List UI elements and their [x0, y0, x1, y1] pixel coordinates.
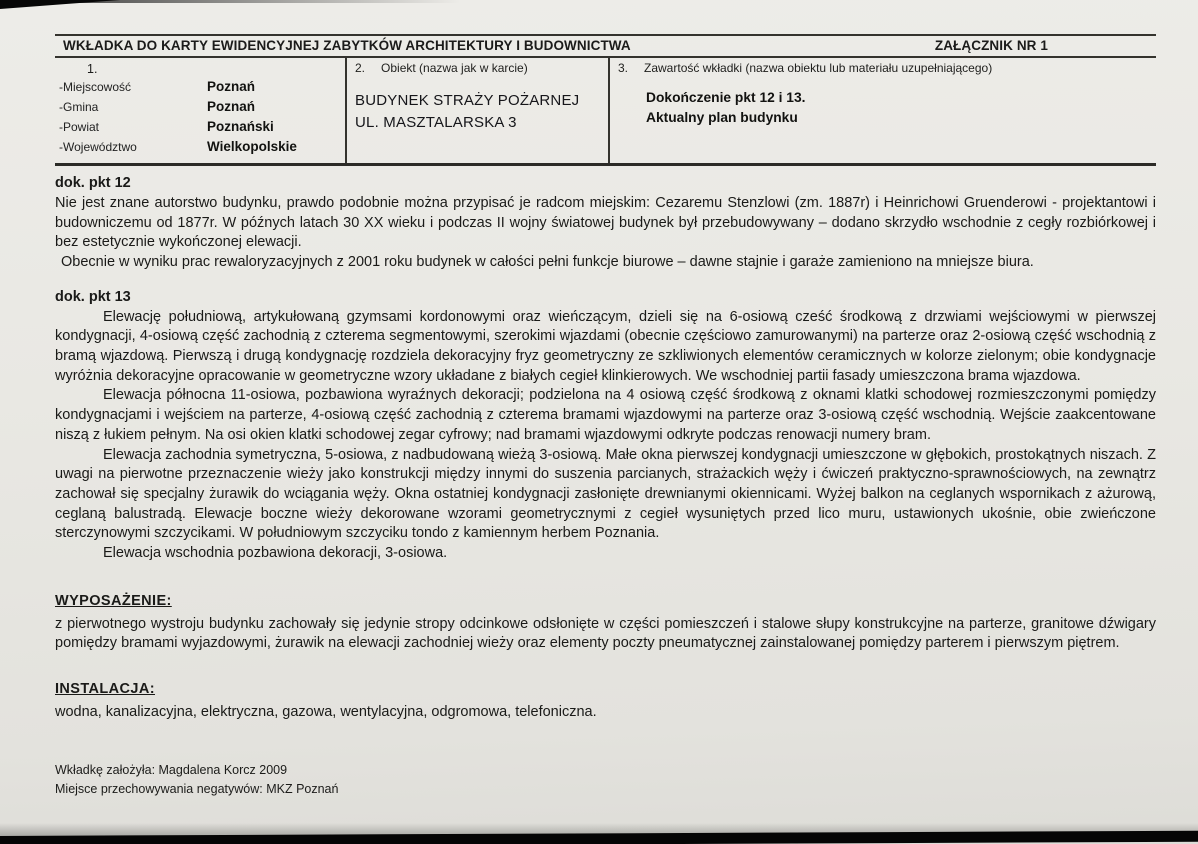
wyposazenie-paragraph: z pierwotnego wystroju budynku zachowały się jedynie stropy odcinkowe odsłonięte w części pomieszczeń i stalowe słupy konstrukcyjne na parterze, granitowe dźwigary pomiędzy bramami wyjazdowymi, żurawik na elewacji zachodniej wieży oraz elementy poczty pneumatycznej zainstalowanej pomiędzy parterem i pierwszym piętrem. — [55, 615, 1156, 652]
pkt13-paragraph: Elewacja wschodnia pozbawiona dekoracji, 3-osiowa. — [103, 545, 448, 562]
pkt13-paragraph: Elewację południową, artykułowaną gzymsami kordonowymi oraz wieńczącym, dzieli się na 6-osiową cześć środkową z drzwiami wejściowymi w pierwszej kondygnacji, 4-osiową część zachodnią z czterema segmentowymi, szerokimi wjazdami (obecnie częściowo zamurowanymi) na parterze oraz 2-osiową część wschodnią z bramą wjazdową. Pierwszą i drugą kondygnację rozdziela dekoracyjny fryz geometryczny ze szkliwionych elementów ceramicznych w kolorze zielonym; obie kondygnacje wyróżnia dekoracyjne opracowanie w geometryczne wzory układane z białych cegieł klinkierowych. We wschodniej partii fasady umieszczona brama wjazdowa. — [55, 308, 1156, 384]
field-row-miejscowosc — [59, 77, 337, 97]
column-caption-text: Obiekt (nazwa jak w karcie) — [381, 61, 528, 75]
insert-content-column — [608, 58, 1156, 163]
pkt13-paragraph: Elewacja północna 11-osiowa, pozbawiona wyraźnych dekoracji; podzielona na 4 osiową część środkową z oknami klatki schodowej rozmieszczonymi pomiędzy kondygnacjami i wejściem na parterze, 4-osiową część zachodnią z czterema bramami wjazdowymi na parterze oraz 3-osiową część wschodnią. Wejście zaakcentowane niszą z łukiem pełnym. Na osi okien klatki schodowej zegar cyfrowy; nad bramami wjazdowymi odkryte podczas renowacji numery bram. — [55, 387, 1156, 443]
column-number: 1. — [87, 62, 98, 76]
object-column — [345, 58, 608, 163]
field-label: -Miejscowość — [59, 80, 132, 95]
column-caption-text: Zawartość wkładki (nazwa obiektu lub materiału uzupełniającego) — [644, 61, 993, 75]
field-row-gmina — [59, 97, 337, 117]
field-value: Poznań — [207, 79, 256, 95]
section-heading-instalacja: INSTALACJA: — [55, 681, 155, 698]
field-label: -Województwo — [59, 140, 137, 155]
column-number: 2. — [355, 61, 366, 75]
section-pkt12 — [55, 174, 1156, 273]
object-address-line: UL. MASZTALARSKA 3 — [355, 114, 517, 132]
object-name-line: BUDYNEK STRAŻY POŻARNEJ — [355, 91, 580, 109]
field-label: -Gmina — [59, 100, 99, 115]
header-table-columns — [55, 58, 1156, 163]
instalacja-paragraph: wodna, kanalizacyjna, elektryczna, gazowa, wentylacyjna, odgromowa, telefoniczna. — [55, 703, 597, 720]
section-pkt13 — [55, 288, 1156, 564]
field-row-powiat — [59, 117, 337, 137]
section-heading-pkt12: dok. pkt 12 — [55, 175, 131, 192]
document-footer — [55, 761, 1156, 800]
document-title: WKŁADKA DO KARTY EWIDENCYJNEJ ZABYTKÓW ARCHITEKTURY I BUDOWNICTWA — [63, 38, 631, 53]
insert-content-lines — [646, 88, 1148, 128]
footer-author-line: Wkładkę założyła: Magdalena Korcz 2009 — [55, 762, 288, 777]
section-heading-wyposazenie: WYPOSAŻENIE: — [55, 592, 172, 609]
pkt12-paragraph: Nie jest znane autorstwo budynku, prawdo podobnie można przypisać je radcom miejskim: Cezaremu Stenzlowi (zm. 1887r) i Heinrichowi Gruenderowi - projektantowi i budowniczemu od 1877r. W późnych latach 30 XX wieku i podczas II wojny światowej budynek był przebudowywany – dodano skrzydło wschodnie z cegły rozbiórkowej i bez estetycznie wykończonej elewacji. — [55, 194, 1156, 251]
insert-content-line: Aktualny plan budynku — [646, 109, 798, 125]
attachment-label: ZAŁĄCZNIK NR 1 — [934, 38, 1048, 53]
column-number: 3. — [618, 61, 629, 75]
field-value: Wielkopolskie — [207, 139, 297, 155]
field-row-wojewodztwo — [59, 137, 337, 157]
object-name — [355, 90, 600, 135]
header-table — [55, 34, 1156, 166]
location-column — [55, 58, 345, 163]
insert-content-line: Dokończenie pkt 12 i 13. — [646, 89, 806, 105]
section-heading-pkt13: dok. pkt 13 — [55, 288, 131, 305]
insert-column-caption — [618, 61, 1148, 77]
field-value: Poznań — [207, 99, 256, 115]
document-body — [55, 174, 1156, 799]
footer-negatives-line: Miejsce przechowywania negatywów: MKZ Poznań — [55, 781, 339, 796]
object-column-caption — [355, 61, 600, 77]
field-value: Poznański — [207, 119, 274, 135]
section-wyposazenie — [55, 592, 1156, 654]
header-row — [55, 36, 1156, 58]
section-instalacja — [55, 680, 1156, 722]
pkt12-paragraph: Obecnie w wyniku prac rewaloryzacyjnych z 2001 roku budynek w całości pełni funkcje biurowe – dawne stajnie i garaże zamieniono na mniejsze biura. — [61, 254, 1034, 271]
pkt13-paragraph: Elewacja zachodnia symetryczna, 5-osiowa, z nadbudowaną wieżą 3-osiową. Małe okna pierwszej kondygnacji umieszczone w głębokich, prostokątnych niszach. Z uwagi na pierwotne przeznaczenie wieży jako konstrukcji między innymi do suszenia parcianych, strażackich węży i ćwiczeń praktyczno-sprawnościowych, na zewnątrz zachował się specjalny żurawik do wciągania węży. Okna ostatniej kondygnacji zasłonięte drewnianymi okiennicami. Wyżej balkon na ceglanych wspornikach z ażurową, ceglaną balustradą. Elewacje boczne wieży dekorowane wzorami geometrycznymi z cegieł wysuniętych przed lico muru, ustawionych ukośnie, obie zwieńczone sterczynowymi szczycikami. W południowym szczyciku tondo z kamiennym herbem Poznania. — [55, 446, 1156, 542]
field-label: -Powiat — [59, 120, 100, 135]
